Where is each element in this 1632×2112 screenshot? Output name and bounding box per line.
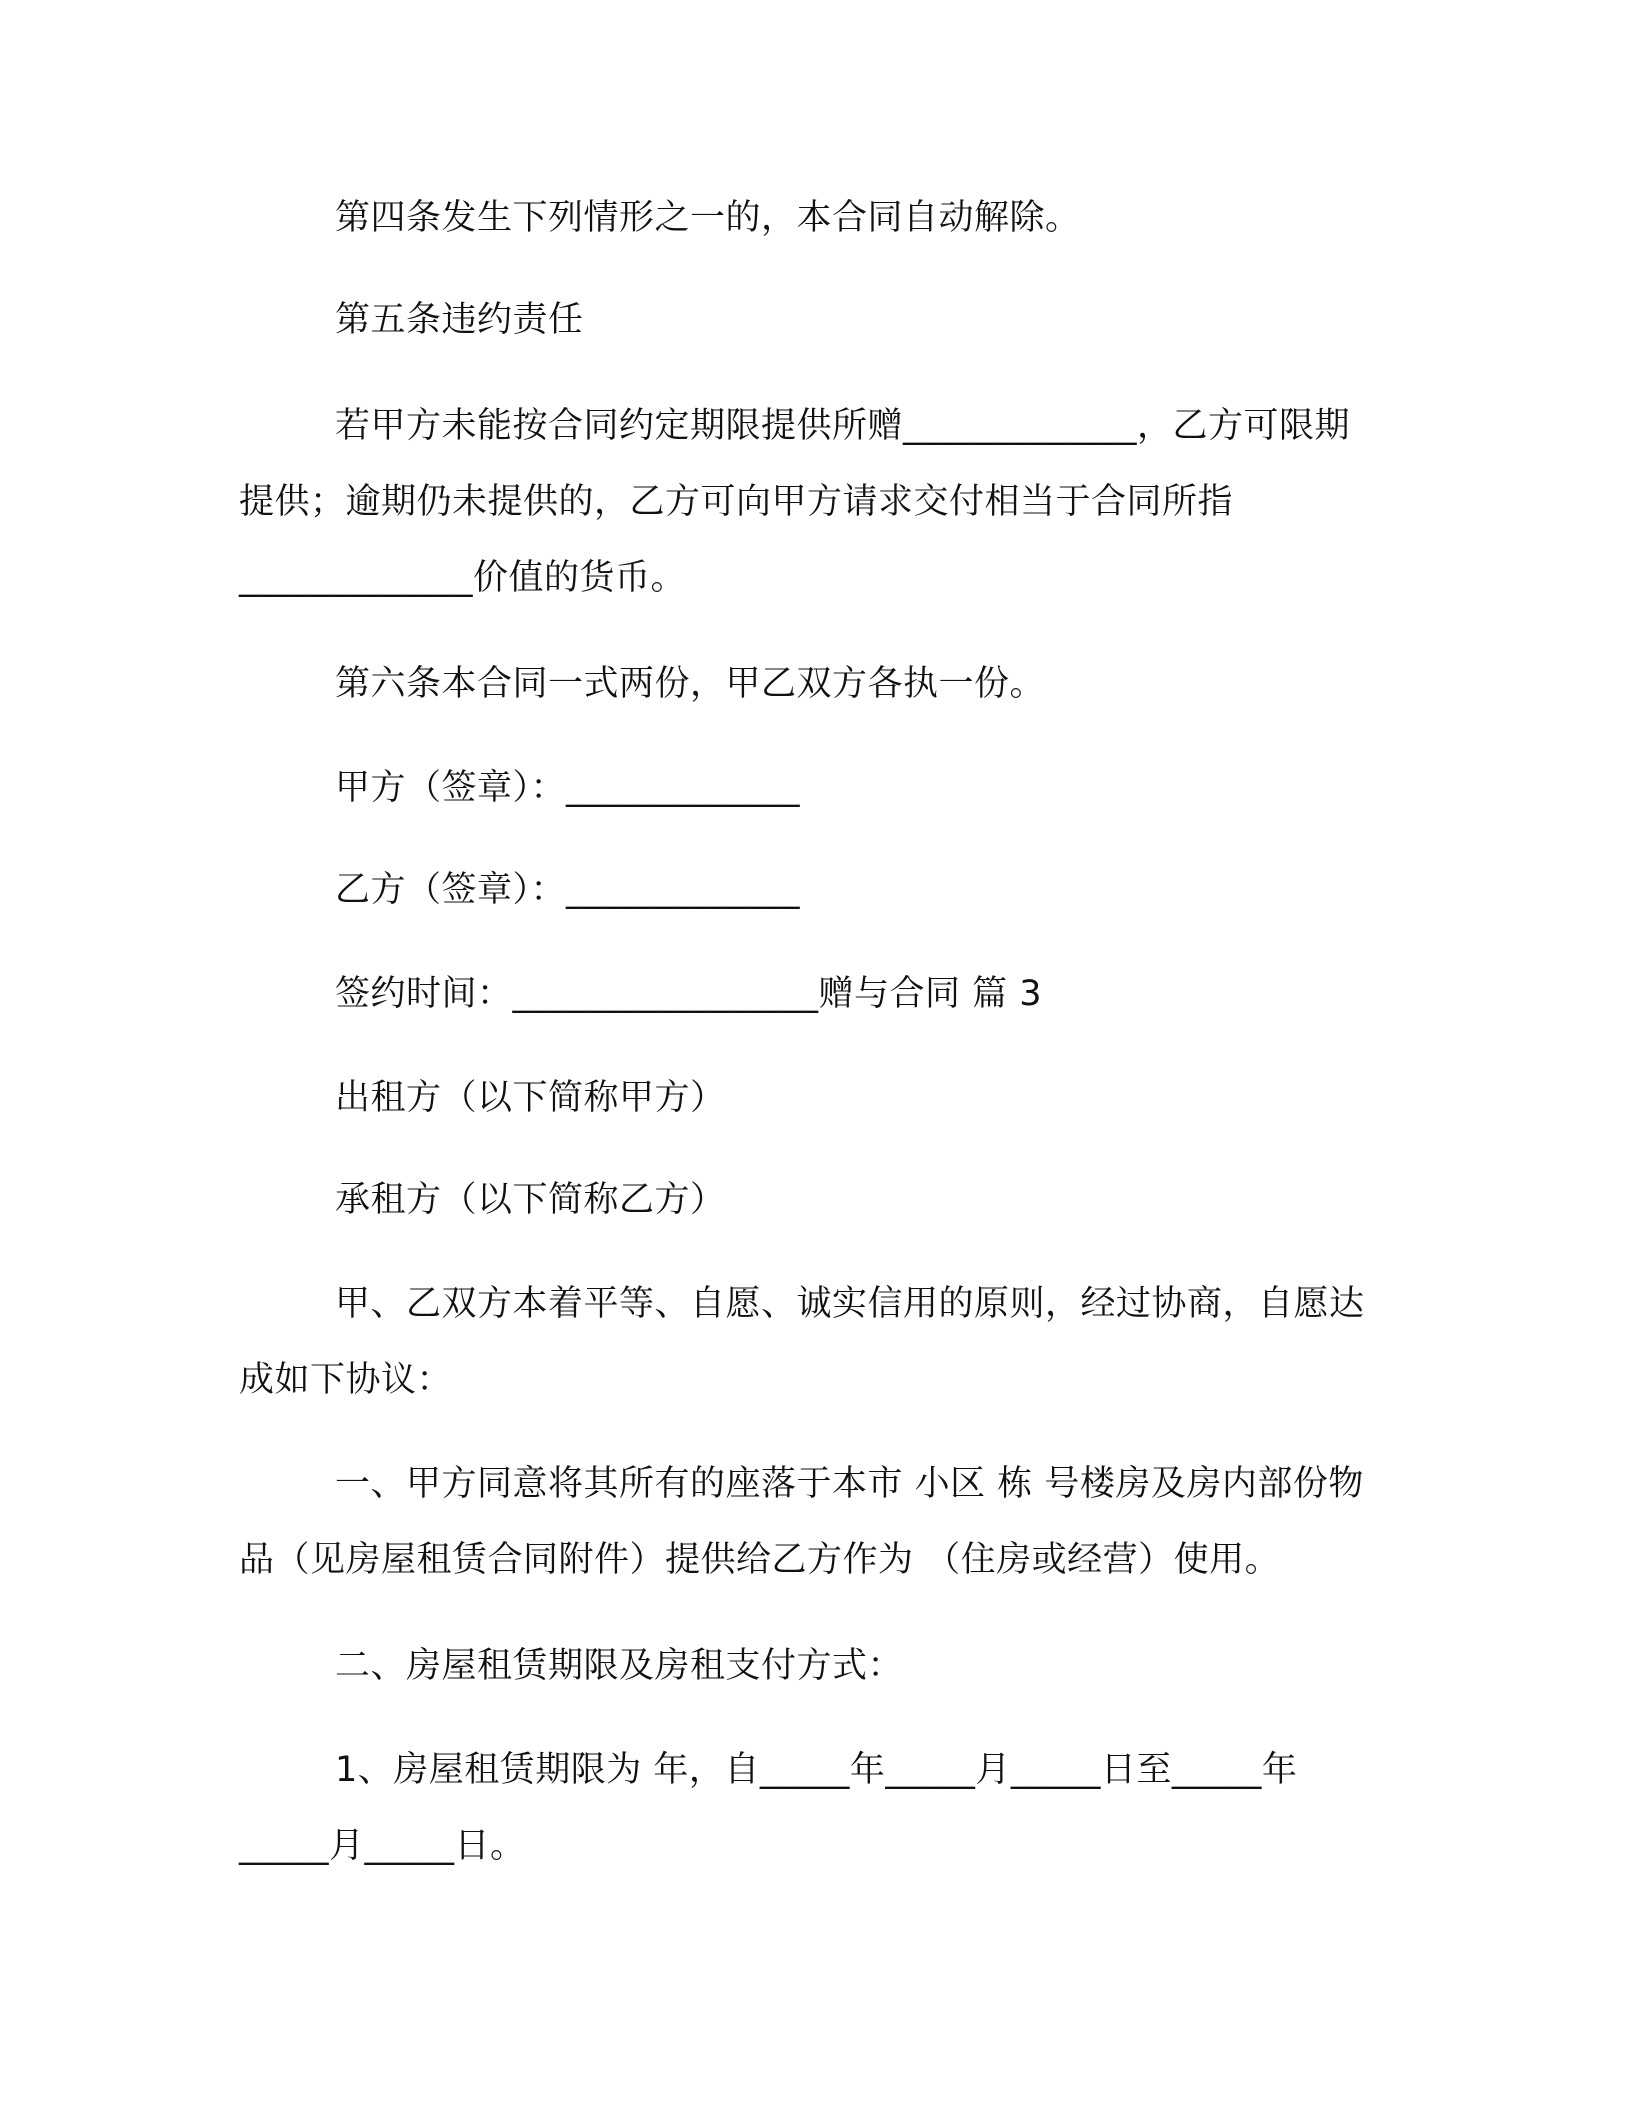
signing-date-line: 签约时间：_________________赠与合同 篇 3 (335, 974, 1043, 1014)
lessor-line: 出租方（以下简称甲方） (335, 1078, 726, 1118)
lessee-line: 承租方（以下简称乙方） (335, 1180, 726, 1220)
party-b-signature-line: 乙方（签章）：_____________ (335, 870, 801, 910)
breach-liability-paragraph: 若甲方未能按合同约定期限提供所赠_____________，乙方可限期提供；逾期仍未提供的，乙方可向甲方请求交付相当于合同所指_____________价值的货币。 (239, 406, 1351, 598)
party-a-signature-line: 甲方（签章）：_____________ (335, 768, 801, 808)
clause-6-paragraph: 第六条本合同一式两份，甲乙双方各执一份。 (335, 664, 1046, 704)
agreement-intro-paragraph: 甲、乙双方本着平等、自愿、诚实信用的原则，经过协商，自愿达成如下协议： (239, 1284, 1365, 1400)
clause-5-heading: 第五条违约责任 (335, 300, 584, 340)
section-1-paragraph: 一、甲方同意将其所有的座落于本市 小区 栋 号楼房及房内部份物品（见房屋租赁合同附件）提供给乙方作为 （住房或经营）使用。 (239, 1464, 1364, 1580)
lease-term-paragraph: 1、房屋租赁期限为 年，自_____年_____月_____日至_____年_____月_____日。 (239, 1750, 1298, 1866)
clause-4-paragraph: 第四条发生下列情形之一的，本合同自动解除。 (335, 198, 1081, 238)
section-2-heading: 二、房屋租赁期限及房租支付方式： (335, 1646, 904, 1686)
